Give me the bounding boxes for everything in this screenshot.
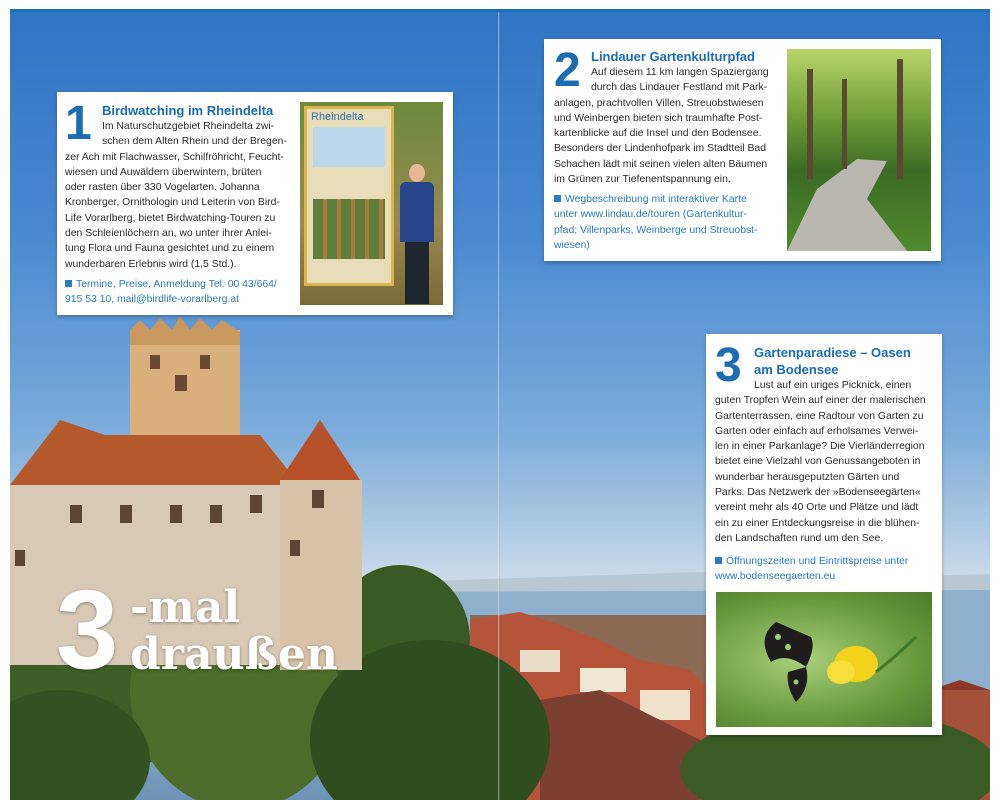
body-line: Auf diesem 11 km langen Spaziergang <box>591 67 769 78</box>
info-card-birdwatching <box>57 92 453 315</box>
left-margin <box>0 0 10 800</box>
info-link[interactable]: Öffnungszeiten und Eintrittspreise unter <box>726 556 909 567</box>
butterfly-icon <box>765 622 813 702</box>
right-margin <box>990 0 1000 800</box>
info-link[interactable]: unter www.lindau.de/touren (Gartenkultur- <box>554 209 747 221</box>
card-number: 3 <box>715 339 742 392</box>
card-body <box>754 378 934 393</box>
card-info <box>554 192 786 253</box>
photo-park-path <box>787 49 931 251</box>
info-bullet-icon <box>65 280 72 287</box>
info-bullet-icon <box>554 195 561 202</box>
body-line: ein zu einer Entdeckungsreise in die blühen- <box>715 517 920 529</box>
info-link[interactable]: www.bodenseegaerten.eu <box>715 571 836 583</box>
body-line: Kronberger, Ornithologin und Leiterin von Bird- <box>65 197 280 209</box>
top-accent-line <box>10 9 990 12</box>
card-number: 2 <box>554 44 581 97</box>
body-line: Gartenterrassen, eine Radtour von Garten zu <box>715 410 924 422</box>
card-body <box>65 150 301 272</box>
body-line: Schachen lädt mit seinen vielen alten Bäumen <box>554 158 768 170</box>
body-line: wunderbaren Erlebnis wird (1,5 Std.). <box>65 258 237 270</box>
body-line: wunderbar herausgeputzten Gärten und <box>715 471 900 483</box>
body-line: Besonders der Lindenhofpark im Stadtteil Bad <box>554 143 766 155</box>
body-line: den Landschaften rund um den See. <box>715 532 884 544</box>
headline-line1: -mal <box>130 582 241 633</box>
body-line: vereint mehr als 40 Orte und Plätze und lädt <box>715 502 919 514</box>
body-line: anlagen, prachtvollen Villen, Streuobstwiesen <box>554 97 764 109</box>
headline-number: 3 <box>56 567 119 692</box>
page-fold <box>498 10 500 800</box>
card-title: Gartenparadiese – Oasen <box>754 345 911 360</box>
card-body <box>554 96 786 188</box>
card-info <box>65 277 301 308</box>
body-line: Garten oder einfach auf erholsames Verwei- <box>715 425 919 437</box>
body-line: und Weinbergen bieten sich traumhafte Post- <box>554 112 763 124</box>
body-line: Parks. Das Netzwerk der »Bodenseegärten« <box>715 487 921 499</box>
info-link[interactable]: Termine, Preise, Anmeldung Tel. 00 43/664/ <box>76 279 277 290</box>
body-line: im Grünen zur Tiefenentspannung ein. <box>554 174 731 186</box>
body-line: Lust auf ein uriges Picknick, einen <box>754 380 912 391</box>
body-line: bietet eine Vielzahl von Genussangeboten in <box>715 456 921 468</box>
card-title: Birdwatching im Rheindelta <box>102 103 274 118</box>
body-line: Life Vorarlberg, bietet Birdwatching-Touren zu <box>65 212 276 224</box>
card-info <box>715 554 937 585</box>
body-line: wiesen und Auwäldern überwintern, brüten <box>65 166 262 178</box>
headline-line2: draußen <box>130 629 338 680</box>
body-line: guten Tropfen Wein auf einer der malerischen <box>715 395 926 407</box>
card-number: 1 <box>65 97 92 150</box>
info-link[interactable]: 915 53 10, mail@birdlife-vorarlberg.at <box>65 294 239 306</box>
person <box>400 164 434 304</box>
body-line: schen dem Alten Rhein und der Bregen- <box>102 136 287 148</box>
body-line: kartenblicke auf die Insel und den Bodensee. <box>554 128 762 140</box>
headline <box>56 567 416 702</box>
body-line: oder rasten über 330 Vogelarten. Johanna <box>65 182 260 194</box>
photo-butterfly <box>716 592 932 727</box>
body-line: zer Ach mit Flachwasser, Schilfröhricht, Feucht- <box>65 151 284 163</box>
info-link[interactable]: Wegbeschreibung mit interaktiver Karte <box>565 194 747 205</box>
info-bullet-icon <box>715 557 722 564</box>
info-card-gartenparadiese <box>706 334 942 735</box>
body-line: den Schleienlöchern an, wo unter ihrer Anlei- <box>65 228 272 240</box>
card-title: Lindauer Gartenkulturpfad <box>591 49 755 64</box>
info-link[interactable]: pfad: Villenparks, Weinberge und Streuobst- <box>554 224 758 236</box>
body-line: tung Flora und Fauna gesichtet und zu einem <box>65 243 275 255</box>
card-body <box>591 65 781 96</box>
body-line: Im Naturschutzgebiet Rheindelta zwi- <box>102 121 275 132</box>
photo-birdwatcher <box>300 102 443 305</box>
info-card-gartenkulturpfad <box>544 39 941 261</box>
info-link[interactable]: wiesen) <box>554 239 590 251</box>
info-sign <box>304 106 394 286</box>
body-line: len in einer Parkanlage? Die Vierländerregion <box>715 441 925 453</box>
sign-title: Rheindelta <box>311 111 364 123</box>
body-line: durch das Lindauer Festland mit Park- <box>591 82 768 94</box>
card-body <box>715 393 937 546</box>
card-body <box>102 119 302 150</box>
card-title: am Bodensee <box>754 362 839 377</box>
